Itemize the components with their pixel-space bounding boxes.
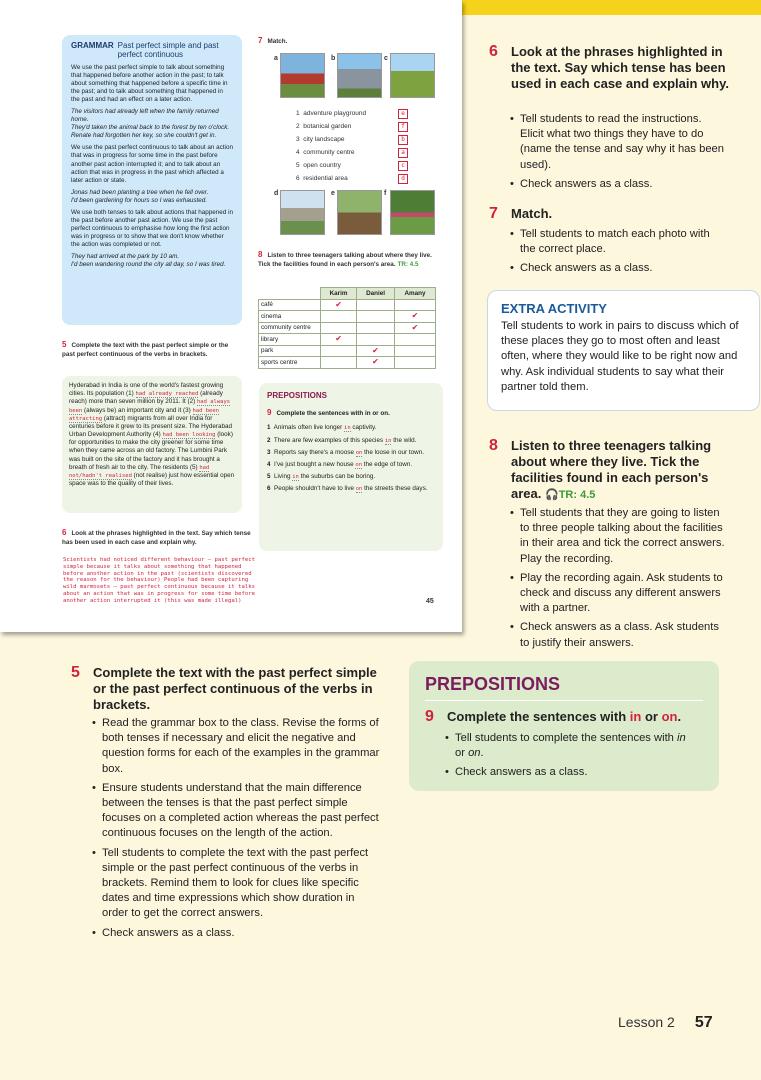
grammar-title: Past perfect simple and past perfect continuous: [117, 41, 219, 59]
tick-cell: ✔: [321, 334, 357, 346]
place-cell: cinema: [259, 311, 321, 323]
section-title: Complete the text with the past perfect simple or the past perfect continuous of the verbs in brackets.: [93, 665, 377, 712]
tick-cell: ✔: [321, 299, 357, 311]
grammar-p1: We use the past perfect simple to talk about something that happened before another action in the past; to talk about something that happened before a specific time in the past; and to talk about something that happened in the past and had an effect on a later action.: [71, 64, 228, 104]
extra-activity-text: Tell students to work in pairs to discuss which of these places they go to most often and least often, where they would like to be right now and why. Ask individual students to say what their partner told them.: [501, 320, 739, 393]
prepositions-title: PREPOSITIONS: [267, 391, 328, 400]
item-text: Animals often live longer: [273, 424, 343, 432]
section-number: 5: [71, 664, 80, 681]
handwritten-answer: on: [355, 461, 363, 468]
item-text: residential area: [303, 175, 348, 182]
item-number: 3: [296, 136, 300, 143]
section-7-bullets: [510, 227, 725, 281]
grammar-example: I'd been gardening for hours so I was exhausted.: [71, 196, 207, 204]
tick-cell: [321, 345, 357, 357]
item-text: botanical garden: [303, 123, 352, 130]
match-item: [296, 162, 341, 169]
photo-label: c: [384, 55, 388, 62]
student-q8: [258, 250, 438, 270]
item-number: 2: [296, 123, 300, 130]
passage-text: (not realise) just how essential open space was to the quality of their lives.: [69, 471, 235, 488]
prep-item: [267, 424, 435, 432]
match-answer: a: [398, 148, 408, 158]
tick-cell: [357, 311, 395, 323]
grammar-example: They had arrived at the park by 10 am.: [71, 252, 180, 260]
item-number: 5: [267, 473, 271, 481]
section-6-bullets: [510, 112, 725, 196]
item-text: the loose in our town.: [364, 448, 424, 456]
column-header: Amany: [394, 288, 435, 300]
prep-item: [267, 485, 435, 493]
bullet-item: • Check answers as a class.: [445, 765, 710, 780]
bullet-text: Tell students to complete the sentences with: [455, 732, 674, 744]
q8-track: TR: 4.5: [397, 260, 419, 268]
passage-text: Hyderabad in India is one of the world's fastest growing cities. Its population (1): [69, 382, 224, 398]
section-title: Match.: [511, 206, 553, 221]
grammar-box: [62, 35, 242, 325]
bullet-item: • Tell students to read the instructions. Elicit what two things they have to do (name the tense and say why it has been used).: [510, 112, 725, 173]
place-cell: café: [259, 299, 321, 311]
lesson-label: Lesson 2: [618, 1014, 675, 1030]
handwritten-answer: had been attracting: [69, 407, 219, 422]
match-answer: d: [398, 174, 408, 184]
handwritten-answer: in: [344, 425, 351, 432]
photo-b-city: [337, 53, 382, 98]
prep-item: [267, 437, 435, 445]
bullet-item: • Check answers as a class. Ask students to justify their answers.: [510, 620, 725, 650]
section-9-heading: [425, 708, 717, 725]
tick-cell: [357, 334, 395, 346]
student-q7: [258, 36, 287, 47]
match-answer: e: [398, 109, 408, 119]
bullet-item: • Play the recording again. Ask students to check and discuss any different answers with a partner.: [510, 571, 725, 617]
section-6-heading: [489, 43, 736, 92]
handwritten-answer: had not/hadn't realised: [69, 464, 210, 479]
item-text: city landscape: [303, 136, 345, 143]
photo-label: a: [274, 55, 278, 62]
place-cell: park: [259, 345, 321, 357]
q5-text: Complete the text with the past perfect simple or the past perfect continuous of the verbs in brackets.: [62, 342, 229, 358]
section-7-heading: [489, 205, 736, 222]
table-row: [259, 311, 436, 323]
reading-passage: [62, 376, 242, 513]
table-row: [259, 357, 436, 369]
tick-cell: [394, 357, 435, 369]
prepositions-title: PREPOSITIONS: [425, 674, 703, 701]
grammar-p3: We use both tenses to talk about actions that happened in the past before another past action. We use the past perfect continuous to emphasise how long the first action was in progress or to show that we don't know whether the action was completed or not.: [71, 208, 233, 248]
section-8-heading: [489, 437, 736, 503]
match-item: [296, 123, 351, 130]
item-text: Reports say there's a moose: [274, 448, 354, 456]
handwritten-answer: on: [355, 486, 363, 493]
item-number: 6: [267, 485, 271, 493]
q8-number: 8: [258, 250, 263, 259]
place-cell: community centre: [259, 322, 321, 334]
photo-label: d: [274, 190, 279, 197]
bullet-item: • Tell students that they are going to listen to three people talking about the facilities in their area and tick the correct answers. Play the recording.: [510, 506, 725, 567]
item-number: 6: [296, 175, 300, 182]
section-5-heading: [71, 664, 389, 713]
bullet-item: • Check answers as a class.: [92, 926, 382, 941]
photo-c-open-country: [390, 53, 435, 98]
column-header: Daniel: [357, 288, 395, 300]
handwritten-answer: had been looking: [162, 432, 216, 439]
track-number: TR: 4.5: [558, 489, 596, 501]
keyword: in: [629, 709, 642, 724]
audio-track: [545, 489, 595, 501]
section-number: 6: [489, 43, 498, 60]
photo-label: e: [331, 190, 335, 197]
section-title: Look at the phrases highlighted in the text. Say which tense has been used in each case and explain why.: [511, 44, 729, 91]
q7-text: Match.: [267, 38, 288, 45]
tick-cell: [357, 322, 395, 334]
table-row: [259, 299, 436, 311]
item-text: open country: [303, 162, 341, 169]
grammar-example: The visitors had already left when the family returned home.: [71, 108, 219, 124]
tick-cell: ✔: [357, 345, 395, 357]
passage-text: (look) for opportunities to make the city greener for some time when they came across an old factory. The Lumbini Park was built on the site of the factory and it has brought a breath of fresh air to the city. The residents (5): [69, 431, 233, 471]
grammar-example: They'd taken the animal back to the forest by ten o'clock.: [71, 124, 230, 132]
q9-number: 9: [267, 408, 272, 417]
extra-activity-box: [487, 290, 760, 411]
prep-item: [267, 449, 435, 457]
prep-item: [267, 461, 435, 469]
q9-text: Complete the sentences with in or on.: [276, 410, 390, 417]
item-number: 2: [267, 436, 271, 444]
page-number: 57: [694, 1014, 713, 1031]
match-answer: b: [398, 135, 408, 145]
student-q5: [62, 340, 242, 360]
place-cell: library: [259, 334, 321, 346]
item-text: I've just bought a new house: [274, 460, 354, 468]
tick-cell: [394, 345, 435, 357]
grammar-example: Jonas had been planting a tree when he fell over.: [71, 188, 209, 196]
grammar-p2: We use the past perfect continuous to talk about an action that was in progress for some time in the past before another past action interrupted it; and to talk about an action that was in progress in the past which affected a later action or state.: [71, 144, 233, 184]
place-cell: sports centre: [259, 357, 321, 369]
bullet-text: on: [468, 747, 481, 760]
bullet-text: in: [677, 732, 686, 744]
keyword: on: [661, 709, 678, 724]
item-text: the suburbs can be boring.: [300, 473, 376, 481]
section-5-bullets: [92, 716, 382, 945]
q6-handwritten-answer: Scientists had noticed different behaviour – past perfect simple because it talks about something that happened before another action in the past (scientists discovered the reason for the behaviour) People had been capturing wild marmosets – past perfect continuous because it talks about an action that was in progress for some time before another action interrupted it (this was made illegal): [63, 557, 255, 604]
item-text: Living: [274, 473, 291, 481]
passage-text: (attract) migrants from all over India for centuries before it grew to its present size. The Hyderabad Urban Development Authority (4): [69, 414, 232, 439]
q6-number: 6: [62, 528, 67, 537]
section-title: Complete the sentences with: [447, 709, 627, 724]
handwritten-answer: on: [355, 449, 363, 456]
match-answer: f: [398, 122, 408, 132]
q6-text: Look at the phrases highlighted in the text. Say which tense has been used in each case and explain why.: [62, 530, 251, 546]
grammar-example: Renate had forgotten her key, so she couldn't get in.: [71, 132, 217, 140]
match-answer: c: [398, 161, 408, 171]
extra-activity-title: EXTRA ACTIVITY: [501, 301, 607, 316]
section-number: 9: [425, 708, 434, 725]
bullet-item: • Tell students to match each photo with the correct place.: [510, 227, 725, 257]
section-8-bullets: [510, 506, 725, 655]
tick-cell: [394, 299, 435, 311]
bullet-item: • Check answers as a class.: [510, 261, 725, 276]
tick-cell: [357, 299, 395, 311]
bullet-item: • Check answers as a class.: [510, 177, 725, 192]
student-page-number: 45: [426, 598, 434, 605]
passage-text: (already reach) more than seven million by 2011. It (2): [69, 390, 223, 406]
grammar-example: I'd been wandering round the city all day, so I was tired.: [71, 261, 226, 269]
item-number: 4: [267, 460, 271, 468]
item-text: captivity.: [352, 424, 377, 432]
item-number: 1: [296, 110, 300, 117]
tick-cell: [321, 357, 357, 369]
tick-cell: [394, 334, 435, 346]
prep-item: [267, 473, 435, 481]
handwritten-answer: had already reached: [135, 391, 199, 398]
page-footer: [618, 1014, 713, 1032]
match-item: [296, 175, 348, 182]
q8-text: Listen to three teenagers talking about where they live. Tick the facilities found in each person's area.: [258, 252, 432, 268]
tick-cell: ✔: [394, 311, 435, 323]
item-text: community centre: [303, 149, 355, 156]
item-text: the wild.: [393, 436, 417, 444]
headphones-icon: 🎧: [545, 489, 559, 501]
grammar-label: GRAMMAR: [71, 41, 114, 50]
tick-cell: ✔: [394, 322, 435, 334]
item-text: There are few examples of this species: [273, 436, 384, 444]
handwritten-answer: in: [292, 474, 299, 481]
student-q6: [62, 528, 252, 548]
item-text: the edge of town.: [363, 460, 413, 468]
section-title: Listen to three teenagers talking about where they live. Tick the facilities found in each person's area.: [511, 438, 712, 501]
q7-number: 7: [258, 36, 263, 45]
facilities-table: [258, 287, 436, 369]
photo-d-residential: [280, 190, 325, 235]
bullet-item: • Tell students to complete the text with the past perfect simple or the past perfect continuous of the verbs in brackets. Remind them to look for clues like specific dates and time expressions which show duration in order to get the correct answers.: [92, 846, 382, 922]
item-text: adventure playground: [303, 110, 367, 117]
match-item: [296, 136, 344, 143]
item-number: 1: [267, 424, 271, 432]
student-prepositions-box: [259, 383, 443, 551]
bullet-text: .: [480, 747, 484, 760]
item-number: 3: [267, 448, 271, 456]
table-row: [259, 334, 436, 346]
photo-label: f: [384, 190, 387, 197]
table-row: [259, 322, 436, 334]
photo-e-playground: [337, 190, 382, 235]
match-item: [296, 149, 355, 156]
table-row: [259, 345, 436, 357]
bullet-item: [445, 731, 710, 761]
section-title: .: [677, 709, 682, 724]
handwritten-answer: had always been: [69, 399, 231, 414]
item-text: the streets these days.: [364, 485, 428, 493]
photo-label: b: [331, 55, 336, 62]
column-header: Karim: [321, 288, 357, 300]
tick-cell: [321, 311, 357, 323]
prepositions-box: [409, 661, 719, 791]
section-title: or: [644, 709, 658, 724]
passage-text: (always be) an important city and it (3): [84, 406, 191, 414]
item-text: People shouldn't have to live: [274, 485, 354, 493]
bullet-text: or: [455, 747, 465, 760]
bullet-item: • Ensure students understand that the main difference between the tenses is that the past perfect simple focuses on a completed action whereas the past perfect continuous focuses on the length of the action.: [92, 781, 382, 842]
tick-cell: [321, 322, 357, 334]
item-number: 5: [296, 162, 300, 169]
section-number: 7: [489, 205, 498, 222]
handwritten-answer: in: [384, 437, 392, 444]
photo-a-community-centre: [280, 53, 325, 98]
tick-cell: ✔: [357, 357, 395, 369]
item-number: 4: [296, 149, 300, 156]
photo-f-garden: [390, 190, 435, 235]
match-item: [296, 110, 366, 117]
student-page: [0, 0, 462, 632]
section-number: 8: [489, 437, 498, 454]
section-9-bullets: [445, 731, 710, 781]
bullet-item: • Read the grammar box to the class. Revise the forms of both tenses if necessary and elicit the negative and question forms for each of the examples in the grammar box.: [92, 716, 382, 777]
q5-number: 5: [62, 340, 67, 349]
